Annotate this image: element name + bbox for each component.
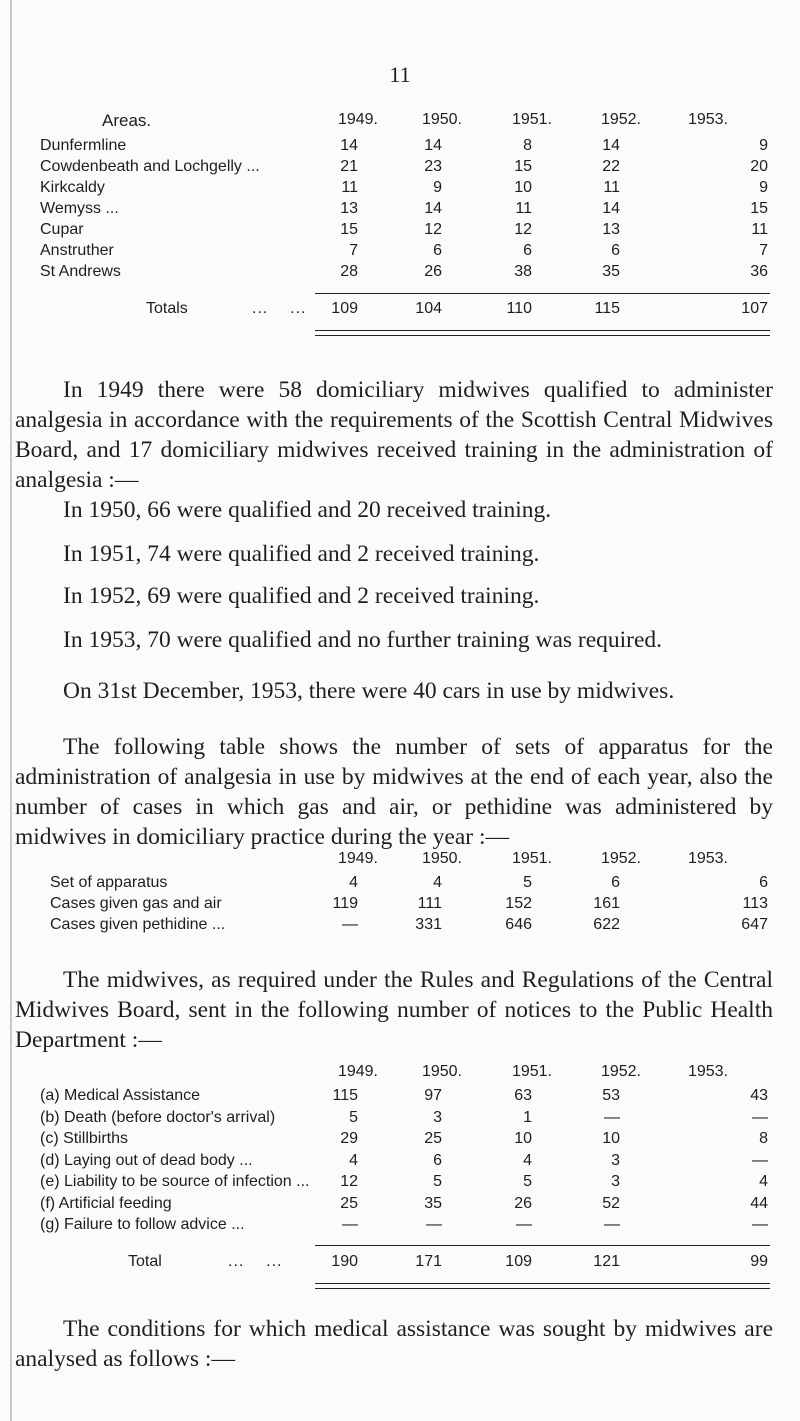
table-row	[40, 1087, 770, 1108]
table-row	[40, 874, 770, 895]
cell-value: 6	[611, 242, 620, 259]
header-1950: 1950.	[421, 1063, 462, 1080]
row-label: (f) Artificial feeding	[40, 1194, 172, 1212]
totals-1953: 107	[741, 300, 768, 317]
cell-value: —	[426, 1216, 442, 1233]
totals-1949: 109	[331, 300, 358, 317]
row-label: (d) Laying out of dead body ...	[40, 1151, 253, 1169]
cell-value: —	[752, 1108, 768, 1126]
header-1952: 1952.	[600, 1063, 641, 1080]
year-line-1951: In 1951, 74 were qualified and 2 received training.	[63, 541, 540, 567]
cell-value: 115	[332, 1087, 358, 1104]
notices-sum-rule	[315, 1245, 770, 1246]
cell-value: 28	[340, 263, 358, 280]
cell-value: 8	[759, 1130, 768, 1147]
notices-paragraph: The midwives, as required under the Rules and Regulations of the Central Midwives Board, sent in the following number of notices to the Public Health Department :—	[15, 967, 773, 1053]
cell-value: 23	[424, 158, 442, 175]
cell-value: 13	[340, 200, 358, 217]
cell-value: 646	[505, 916, 532, 933]
cell-value: 8	[523, 137, 532, 154]
cell-value: —	[342, 1216, 358, 1233]
areas-double-rule	[315, 330, 770, 336]
total-label: Total	[128, 1253, 162, 1270]
total-1950: 171	[415, 1253, 442, 1270]
cell-value: 647	[741, 916, 768, 933]
cell-value: 4	[433, 874, 442, 891]
header-1951: 1951.	[511, 1063, 552, 1080]
cell-value: 12	[340, 1173, 358, 1190]
cell-value: 44	[750, 1194, 768, 1212]
page-edge-shadow	[10, 0, 12, 1421]
cell-value: 11	[341, 179, 358, 196]
row-label: Anstruther	[40, 242, 114, 259]
cell-value: 13	[602, 221, 620, 238]
cell-value: 3	[611, 1173, 620, 1190]
cell-value: 11	[751, 221, 768, 238]
cell-value: 6	[611, 874, 620, 891]
cell-value: 9	[433, 179, 442, 196]
totals-1951: 110	[506, 300, 532, 317]
table-row	[40, 1109, 770, 1130]
cell-value: 36	[750, 263, 768, 280]
cell-value: 25	[424, 1130, 442, 1147]
table-row	[40, 895, 770, 916]
cell-value: 113	[742, 895, 768, 912]
cell-value: 10	[514, 1130, 532, 1147]
cell-value: —	[516, 1216, 532, 1233]
table-row	[40, 1173, 770, 1194]
cars-line: On 31st December, 1953, there were 40 cars in use by midwives.	[63, 678, 675, 704]
page-number: 11	[389, 62, 411, 87]
cell-value: 11	[515, 200, 532, 217]
cell-value: 4	[349, 874, 358, 891]
cell-value: 6	[433, 1151, 442, 1169]
cell-value: 7	[349, 242, 358, 259]
row-label: (e) Liability to be source of infection ...	[40, 1173, 310, 1190]
areas-header-row	[40, 111, 770, 137]
year-line-1950: In 1950, 66 were qualified and 20 received training.	[63, 497, 552, 523]
analgesia-paragraph: In 1949 there were 58 domiciliary midwives qualified to administer analgesia in accordance with the requirements of the Scottish Central Midwives Board, and 17 domiciliary midwives received training in the administration of analgesia :—	[15, 377, 773, 493]
cell-value: 38	[514, 263, 532, 280]
header-1953: 1953.	[687, 1063, 728, 1080]
row-label: Dunfermline	[40, 137, 127, 154]
cell-value: 14	[602, 137, 620, 154]
cell-value: 5	[433, 1173, 442, 1190]
table-row	[40, 263, 770, 284]
header-1952: 1952.	[600, 850, 641, 867]
row-label: (g) Failure to follow advice ...	[40, 1216, 245, 1233]
cell-value: 4	[349, 1151, 358, 1169]
header-1952: 1952.	[600, 111, 641, 128]
cell-value: 20	[750, 158, 768, 175]
cell-value: 7	[759, 242, 768, 259]
row-label: St Andrews	[40, 263, 121, 280]
totals-label: Totals	[146, 300, 188, 317]
cell-value: 111	[417, 895, 442, 912]
cell-value: 4	[523, 1151, 532, 1169]
areas-header-label: Areas.	[102, 111, 152, 130]
header-1949: 1949.	[337, 850, 378, 867]
cell-value: 331	[415, 916, 442, 933]
cell-value: 35	[424, 1194, 442, 1212]
cell-value: 53	[602, 1087, 620, 1104]
cell-value: 11	[603, 179, 620, 196]
header-1950: 1950.	[421, 111, 462, 128]
year-line-1952: In 1952, 69 were qualified and 2 received training.	[63, 583, 540, 609]
row-label: Cowdenbeath and Lochgelly ...	[40, 158, 260, 175]
cell-value: —	[342, 916, 358, 933]
cell-value: 26	[514, 1194, 532, 1212]
cell-value: 52	[602, 1194, 620, 1212]
areas-table	[40, 111, 770, 317]
cell-value: 6	[759, 874, 768, 891]
leader-dots: ... ...	[228, 1253, 283, 1270]
cell-value: 5	[523, 874, 532, 891]
header-1950: 1950.	[421, 850, 462, 867]
cell-value: 22	[602, 158, 620, 175]
table-row	[40, 158, 770, 179]
totals-1952: 115	[594, 300, 620, 317]
cell-value: 622	[593, 916, 620, 933]
cell-value: 4	[759, 1173, 768, 1190]
cell-value: 14	[340, 137, 358, 154]
row-label: Kirkcaldy	[40, 179, 105, 196]
table-row	[40, 1216, 770, 1237]
row-label: (c) Stillbirths	[40, 1130, 129, 1147]
cell-value: 63	[514, 1087, 532, 1104]
cell-value: 3	[611, 1151, 620, 1169]
cell-value: 12	[424, 221, 442, 238]
cell-value: 9	[759, 137, 768, 154]
notices-table	[40, 1063, 770, 1270]
total-1951: 109	[505, 1253, 532, 1270]
apparatus-paragraph: The following table shows the number of sets of apparatus for the administration of analgesia in use by midwives at the end of each year, also the number of cases in which gas and air, or pethidine was administered by midwives in domiciliary practice during the year :—	[15, 734, 773, 850]
table-row	[40, 1195, 770, 1216]
table-row	[40, 242, 770, 263]
cell-value: 5	[349, 1108, 358, 1126]
table-row	[40, 137, 770, 158]
header-1949: 1949.	[337, 111, 378, 128]
cell-value: 35	[602, 263, 620, 280]
cell-value: 3	[433, 1108, 442, 1126]
table-row	[40, 179, 770, 200]
header-1951: 1951.	[511, 111, 552, 128]
row-label: Cases given gas and air	[50, 895, 222, 912]
cell-value: 6	[523, 242, 532, 259]
row-label: (a) Medical Assistance	[40, 1087, 201, 1104]
cell-value: 25	[340, 1194, 358, 1212]
cell-value: 152	[505, 895, 532, 912]
header-1953: 1953.	[687, 850, 728, 867]
cell-value: —	[752, 1151, 768, 1169]
totals-1950: 104	[415, 300, 442, 317]
table-row	[40, 221, 770, 242]
cell-value: —	[604, 1108, 620, 1126]
row-label: Cases given pethidine ...	[50, 916, 226, 933]
cell-value: —	[604, 1216, 620, 1233]
cell-value: 10	[514, 179, 532, 196]
total-1949: 190	[331, 1253, 358, 1270]
cell-value: 10	[602, 1130, 620, 1147]
cell-value: 1	[523, 1108, 532, 1126]
header-1949: 1949.	[337, 1063, 378, 1080]
notices-header-row	[40, 1063, 770, 1087]
cell-value: 97	[424, 1087, 442, 1104]
cell-value: —	[752, 1216, 768, 1233]
row-label: Set of apparatus	[50, 874, 168, 891]
table-row	[40, 1130, 770, 1151]
cell-value: 12	[514, 221, 532, 238]
conditions-paragraph: The conditions for which medical assistance was sought by midwives are analysed as follows :—	[15, 1316, 773, 1372]
row-label: (b) Death (before doctor's arrival)	[40, 1108, 276, 1126]
cell-value: 5	[523, 1173, 532, 1190]
cell-value: 15	[340, 221, 358, 238]
table-row	[40, 200, 770, 221]
notices-total-row	[40, 1253, 770, 1274]
cell-value: 15	[514, 158, 532, 175]
cell-value: 14	[602, 200, 620, 217]
table-row	[40, 1152, 770, 1173]
cell-value: 119	[332, 895, 358, 912]
cell-value: 29	[340, 1130, 358, 1147]
row-label: Wemyss ...	[40, 200, 119, 217]
notices-double-rule	[315, 1283, 770, 1289]
apparatus-table	[40, 850, 770, 933]
cell-value: 43	[750, 1087, 768, 1104]
areas-sum-rule	[315, 293, 770, 294]
total-1953: 99	[750, 1253, 768, 1270]
cell-value: 21	[340, 158, 358, 175]
areas-totals-row	[40, 300, 770, 321]
cell-value: 9	[759, 179, 768, 196]
cell-value: 6	[433, 242, 442, 259]
leader-dots: ... ...	[252, 300, 307, 317]
cell-value: 15	[750, 200, 768, 217]
cell-value: 14	[424, 200, 442, 217]
cell-value: 26	[424, 263, 442, 280]
cell-value: 14	[424, 137, 442, 154]
header-1953: 1953.	[687, 111, 728, 128]
total-1952: 121	[593, 1253, 620, 1270]
apparatus-header-row	[40, 850, 770, 874]
row-label: Cupar	[40, 221, 84, 238]
cell-value: 161	[593, 895, 620, 912]
header-1951: 1951.	[511, 850, 552, 867]
table-row	[40, 916, 770, 937]
year-line-1953: In 1953, 70 were qualified and no further training was required.	[63, 627, 663, 653]
